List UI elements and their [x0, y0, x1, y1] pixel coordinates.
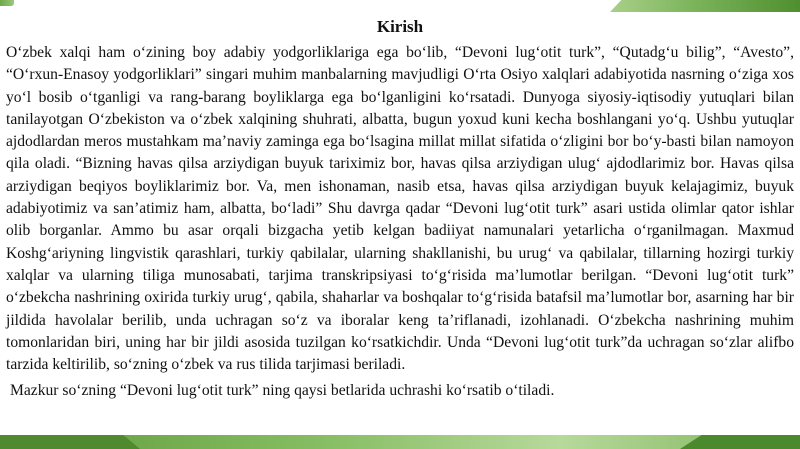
question-line: Mazkur so‘zning “Devoni lug‘otit turk” ning qaysi betlarida uchrashi ko‘rsatib o‘tiladi. — [10, 382, 555, 400]
decorative-top-left-stripe — [0, 0, 14, 6]
document-body — [6, 42, 794, 402]
decorative-bottom-left-stripe — [0, 435, 140, 449]
decorative-top-right-stripe — [610, 0, 800, 12]
page-title: Kirish — [376, 17, 424, 36]
main-paragraph: O‘zbek xalqi ham o‘zining boy adabiy yodgorliklariga ega bo‘lib, “Devoni lug‘otit turk”, “Qutadg‘u bilig”, “Avesto”, “O‘rxun-Enasoy yodgorliklari” singari muhim manbalarning mavjudligi O‘rta Osiyo xalqlari adabiyotida nasrning o‘ziga xos yo‘l bosib o‘tganligi va rang-barang boyliklarga ega bo‘lganligini ko‘rsatadi. Dunyoga siyosiy-iqtisodiy yutuqlari bilan tanilayotgan O‘zbekiston va o‘zbek xalqining shuhrati, albatta, bugun yoxud kuni kecha boshlangani yo‘q. Ushbu yutuqlar ajdodlardan meros mustahkam ma’naviy zaminga ega bo‘lsagina millat millat sifatida o‘zligini bor bo‘y-basti bilan namoyon qila oladi. “Bizning havas qilsa arziydigan buyuk tariximiz bor, havas qilsa arziydigan ulug‘ ajdodlarimiz bor. Havas qilsa arziydigan beqiyos boyliklarimiz bor. Va, men ishonaman, nasib etsa, havas qilsa arziydigan buyuk kelajagimiz, buyuk adabiyotimiz va san’atimiz ham, albatta, bo‘ladi” Shu davrga qadar “Devoni lug‘otit turk” asari ustida olimlar qator ishlar olib borganlar. Ammo bu asar orqali bizgacha yetib kelgan badiiyat namunalari yetarlicha o‘rganilmagan. Maxmud Koshg‘ariyning lingvistik qarashlari, turkiy qabilalar, ularning shakllanishi, bu urug‘ va qabilalar, tillarning hozirgi turkiy xalqlar va ularning tiliga munosabati, tarjima transkripsiyasi to‘g‘risida ma’lumotlar berilgan. “Devoni lug‘otit turk” o‘zbekcha nashrining oxirida turkiy urug‘, qabila, shaharlar va boshqalar to‘g‘risida batafsil ma’lumotlar bor, asarning har bir jildida havolalar berilib, unda uchragan so‘z va iboralar keng ta’riflanadi, izohlanadi. O‘zbekcha nashrining muhim tomonlaridan biri, uning har bir jildi asosida tuzilgan ko‘rsatkichdir. Unda “Devoni lug‘otit turk”da uchragan so‘zlar alifbo tarzida keltirilib, so‘zning o‘zbek va rus tilida tarjimasi beriladi. — [6, 44, 794, 374]
